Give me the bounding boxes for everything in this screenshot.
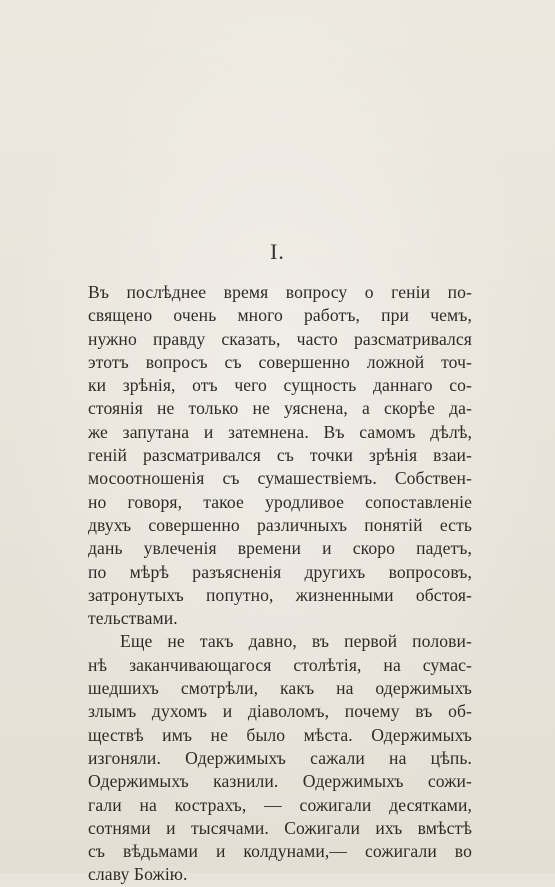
text-line: тельствами. xyxy=(88,608,178,629)
text-line: по мѣрѣ разъясненія другихъ вопросовъ, xyxy=(88,561,472,582)
paragraph-2 xyxy=(88,630,472,886)
text-line: нѣ заканчивающагося столѣтія, на сумас- xyxy=(88,654,472,675)
text-line: изгоняли. Одержимыхъ сажали на цѣпь. xyxy=(88,747,472,768)
text-line: ществѣ имъ не было мѣста. Одержимыхъ xyxy=(88,724,472,745)
text-line: но говоря, такое уродливое сопоставленіе xyxy=(88,491,472,512)
text-line: мосоотношенія съ сумашествіемъ. Собствен- xyxy=(88,468,472,489)
text-line: затронутыхъ попутно, жизненными обстоя- xyxy=(88,584,472,605)
text-line: ки зрѣнія, отъ чего сущность даннаго со- xyxy=(88,375,472,396)
text-line: геній разсматривался съ точки зрѣнія взаи- xyxy=(88,445,472,466)
text-line: стоянія не только не уяснена, а скорѣе да- xyxy=(88,398,472,419)
text-line: гали на кострахъ, — сожигали десятками, xyxy=(88,794,472,815)
paragraph-1 xyxy=(88,281,472,630)
text-line: славу Божію. xyxy=(88,864,188,885)
chapter-number: I. xyxy=(270,239,285,264)
body-text xyxy=(88,281,472,887)
text-line: съ вѣдьмами и колдунами,— сожигали во xyxy=(88,841,472,862)
text-line: дань увлеченія времени и скоро падетъ, xyxy=(88,538,472,559)
text-line: же запутана и затемнена. Въ самомъ дѣлѣ, xyxy=(88,421,472,442)
text-line: нужно правду сказать, часто разсматривался xyxy=(88,328,472,349)
text-line: двухъ совершенно различныхъ понятій есть xyxy=(88,514,472,535)
text-line: Еще не такъ давно, въ первой полови- xyxy=(120,631,472,652)
text-line: Въ послѣднее время вопросу о геніи по- xyxy=(88,282,472,302)
text-line: злымъ духомъ и діаволомъ, почему въ об- xyxy=(88,701,472,722)
text-line: священо очень много работъ, при чемъ, xyxy=(88,305,472,326)
text-line: сотнями и тысячами. Сожигали ихъ вмѣстѣ xyxy=(88,817,472,838)
text-line: этотъ вопросъ съ совершенно ложной точ- xyxy=(88,351,472,372)
text-line: шедшихъ смотрѣли, какъ на одержимыхъ xyxy=(88,678,472,699)
text-line: Одержимыхъ казнили. Одержимыхъ сожи- xyxy=(88,771,472,792)
